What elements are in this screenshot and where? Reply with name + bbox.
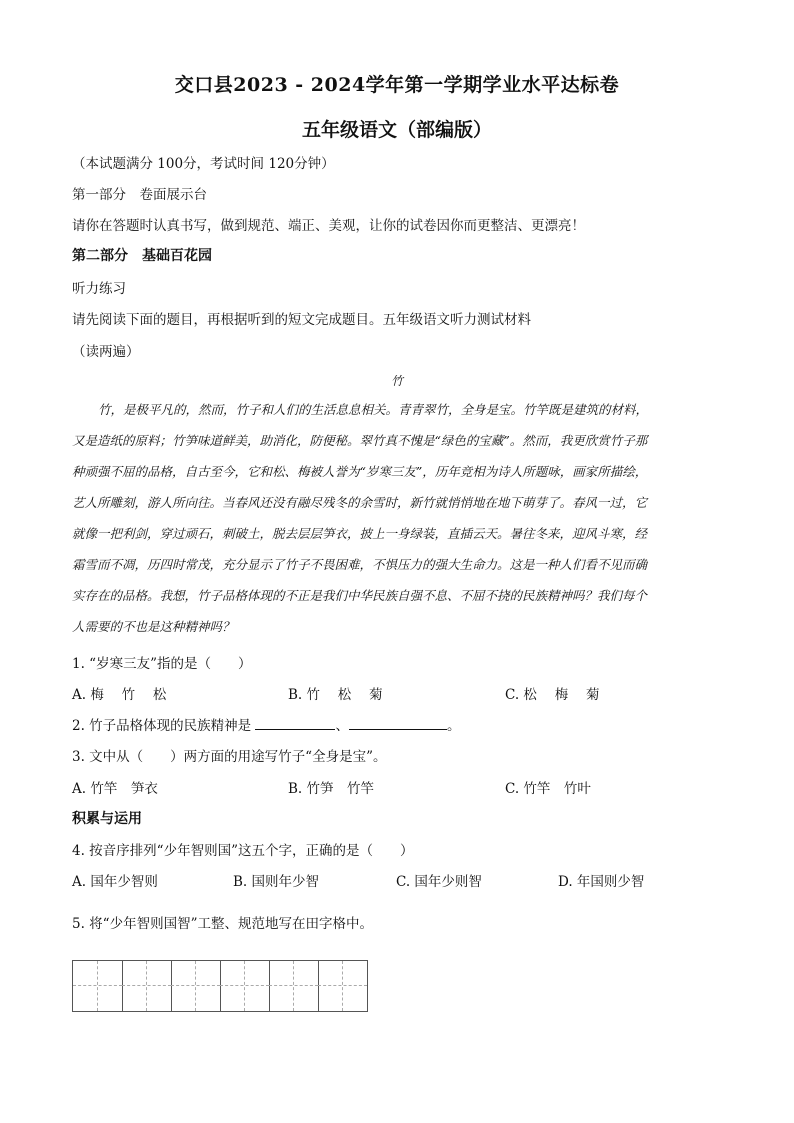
q3-option-b[interactable]: B. 竹笋 竹竿 (288, 781, 375, 797)
q2-blank-2[interactable] (349, 717, 447, 730)
passage-line: 艺人所雕刻，游人所向往。当春风还没有融尽残冬的余雪时，新竹就悄悄地在地下萌芽了。春风一过，它 (72, 495, 648, 510)
part2-heading: 第二部分 基础百花园 (72, 248, 212, 264)
tianzige-grid (72, 960, 368, 1012)
passage-line: 种顽强不屈的品格，自古至今，它和松、梅被人誉为“岁寒三友”，历年竞相为诗人所题咏，画家所描绘， (72, 464, 648, 479)
q2-separator: 、 (335, 718, 349, 734)
passage-title: 竹 (390, 374, 403, 388)
q1-option-a[interactable]: A. 梅 竹 松 (72, 687, 167, 703)
exam-title: 交口县2023 - 2024学年第一学期学业水平达标卷 (174, 74, 620, 96)
passage-line: 实存在的品格。我想，竹子品格体现的不正是我们中华民族自强不息、不屈不挠的民族精神吗？我们每个 (72, 588, 648, 603)
q3-option-c[interactable]: C. 竹竿 竹叶 (505, 781, 591, 797)
q1-stem: 1. “岁寒三友”指的是（ ） (72, 656, 252, 672)
q3-stem: 3. 文中从（ ）两方面的用途写竹子“全身是宝”。 (72, 749, 387, 765)
q2-blank-1[interactable] (255, 717, 335, 730)
section-heading: 积累与运用 (72, 811, 142, 827)
q2-stem (72, 714, 460, 734)
part1-text: 请你在答题时认真书写，做到规范、端正、美观，让你的试卷因你而更整洁、更漂亮！ (72, 218, 585, 234)
exam-subtitle: 五年级语文（部编版） (301, 119, 492, 141)
q3-option-a[interactable]: A. 竹竿 笋衣 (72, 781, 158, 797)
tianzige-cell[interactable] (122, 961, 171, 1011)
q2-stem-text: 2. 竹子品格体现的民族精神是 (72, 718, 256, 734)
listening-instruction: 请先阅读下面的题目，再根据听到的短文完成题目。五年级语文听力测试材料 (72, 312, 531, 328)
q4-option-b[interactable]: B. 国则年少智 (233, 874, 320, 890)
q4-stem: 4. 按音序排列“少年智则国”这五个字，正确的是（ ） (72, 843, 414, 859)
listening-heading: 听力练习 (72, 281, 126, 297)
tianzige-cell[interactable] (171, 961, 220, 1011)
passage-line: 就像一把利剑，穿过顽石，刺破土，脱去层层笋衣，披上一身绿装，直插云天。暑往冬来，迎风斗寒，经 (72, 526, 648, 541)
passage-line: 人需要的不也是这种精神吗？ (72, 619, 235, 634)
tianzige-cell[interactable] (73, 961, 122, 1011)
exam-note: （本试题满分 100分，考试时间 120分钟） (72, 156, 335, 172)
tianzige-cell[interactable] (220, 961, 269, 1011)
passage-line: 霜雪而不凋，历四时常茂，充分显示了竹子不畏困难，不惧压力的强大生命力。这是一种人们看不见而确 (72, 557, 648, 572)
q1-option-c[interactable]: C. 松 梅 菊 (505, 687, 600, 703)
q5-stem: 5. 将“少年智则国智”工整、规范地写在田字格中。 (72, 916, 373, 932)
passage-line: 竹，是极平凡的，然而，竹子和人们的生活息息相关。青青翠竹，全身是宝。竹竿既是建筑的材料， (98, 402, 649, 417)
tianzige-cell[interactable] (318, 961, 367, 1011)
q4-option-a[interactable]: A. 国年少智则 (72, 874, 158, 890)
q2-end: 。 (446, 718, 461, 734)
tianzige-cell[interactable] (269, 961, 318, 1011)
read-twice-note: （读两遍） (72, 344, 140, 360)
q4-option-d[interactable]: D. 年国则少智 (558, 874, 645, 890)
q1-option-b[interactable]: B. 竹 松 菊 (288, 687, 383, 703)
passage-line: 又是造纸的原料；竹笋味道鲜美，助消化，防便秘。翠竹真不愧是“绿色的宝藏”。然而，我更欣赏竹子那 (72, 433, 648, 448)
part1-heading: 第一部分 卷面展示台 (72, 187, 207, 203)
q4-option-c[interactable]: C. 国年少则智 (396, 874, 482, 890)
